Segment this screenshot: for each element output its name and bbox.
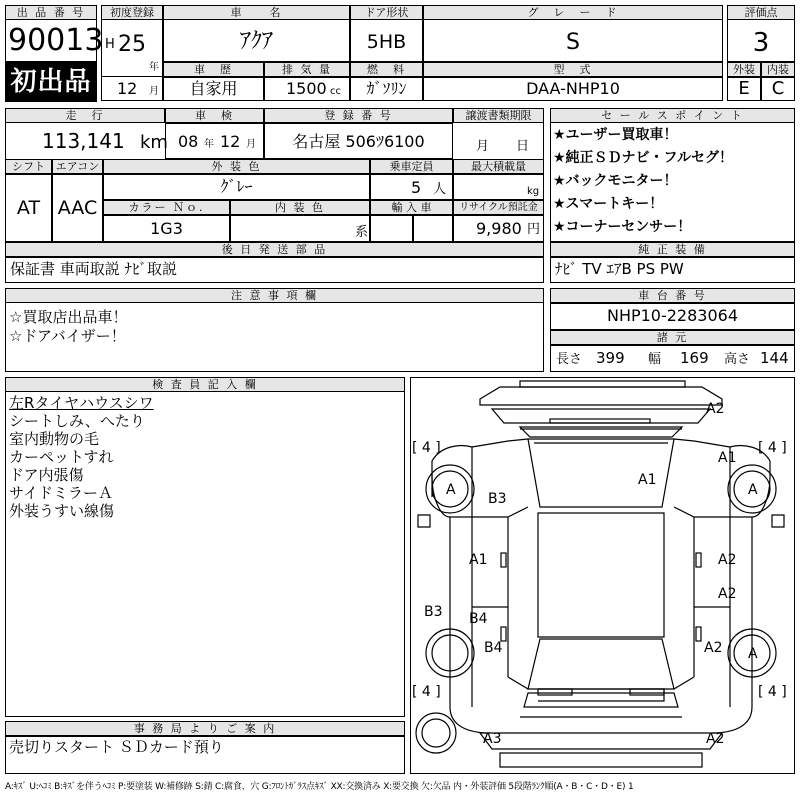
transfer-deadline-label: 譲渡書類期限 bbox=[453, 108, 544, 123]
note-line: ☆買取店出品車！ bbox=[9, 308, 128, 326]
displacement-label: 排 気 量 bbox=[264, 62, 350, 77]
length: 399 bbox=[596, 349, 625, 367]
color-number: 1G3 bbox=[150, 219, 183, 238]
grade-label: グ レ ー ド bbox=[423, 5, 723, 20]
car-diagram bbox=[410, 377, 795, 774]
notes-label: 注 意 事 項 欄 bbox=[5, 288, 544, 303]
door-type: 5HB bbox=[366, 31, 407, 53]
interior-color-suffix: 系 bbox=[355, 225, 369, 240]
import-box-2 bbox=[413, 215, 453, 242]
damage-mark: B3 bbox=[424, 604, 443, 620]
damage-mark: A2 bbox=[706, 401, 725, 417]
office-note: 売切りスタート ＳＤカード預り bbox=[9, 738, 224, 756]
color: ｸﾞﾚｰ bbox=[220, 177, 253, 196]
damage-mark: A2 bbox=[718, 552, 737, 568]
damage-mark: A1 bbox=[718, 450, 737, 466]
recycle-fee: 9,980 bbox=[476, 219, 522, 238]
fuel: ｶﾞｿﾘﾝ bbox=[366, 79, 407, 98]
registration-number: 名古屋 506ﾂ6100 bbox=[292, 132, 425, 151]
mileage: 113,141 bbox=[42, 129, 125, 153]
capacity: 5 bbox=[411, 178, 422, 197]
inspection-month: 12 bbox=[220, 132, 241, 151]
inspector-line: 左Rタイヤハウスシワ bbox=[9, 394, 154, 412]
year-unit: 年 bbox=[149, 62, 159, 73]
color-number-label: カラー Ｎｏ. bbox=[103, 200, 230, 215]
damage-mark: A1 bbox=[469, 552, 488, 568]
later-parts: 保証書 車両取説 ﾅﾋﾞ取説 bbox=[10, 260, 178, 278]
grade: S bbox=[566, 30, 580, 55]
color-label: 外 装 色 bbox=[103, 159, 370, 174]
sales-point: ★純正ＳＤナビ・フルセグ！ bbox=[553, 150, 733, 166]
exterior-grade: E bbox=[738, 78, 750, 99]
sales-point: ★コーナーセンサー！ bbox=[553, 219, 692, 235]
damage-mark: A2 bbox=[718, 586, 737, 602]
inspector-line: シートしみ、へたり bbox=[9, 412, 145, 430]
aircon: AAC bbox=[57, 197, 98, 219]
height: 144 bbox=[760, 349, 789, 367]
cc-unit: cc bbox=[330, 86, 341, 97]
inspection-month-unit: 月 bbox=[246, 139, 256, 150]
tire-depth: [ 4 ] bbox=[412, 684, 441, 700]
height-label: 高さ bbox=[724, 352, 751, 367]
later-parts-label: 後 日 発 送 部 品 bbox=[5, 242, 544, 257]
transfer-month-unit: 月 bbox=[476, 139, 490, 154]
shift-label: シフト bbox=[5, 159, 52, 174]
score: 3 bbox=[752, 28, 770, 58]
model-label: 型 式 bbox=[423, 62, 723, 77]
aircon-label: エアコン bbox=[52, 159, 103, 174]
sales-points-label: セ ー ル ス ポ イ ン ト bbox=[550, 108, 795, 123]
history: 自家用 bbox=[189, 79, 238, 98]
length-label: 長さ bbox=[556, 352, 583, 367]
registration-year: 25 bbox=[118, 32, 146, 57]
inspector-line: カーペットすれ bbox=[9, 448, 114, 466]
inspector-line: 室内動物の毛 bbox=[9, 430, 100, 448]
import-label: 輸 入 車 bbox=[370, 200, 453, 215]
damage-mark: B3 bbox=[488, 491, 507, 507]
registration-month: 12 bbox=[117, 79, 138, 98]
inspector-label: 検 査 員 記 入 欄 bbox=[5, 377, 405, 392]
chassis-label: 車 台 番 号 bbox=[550, 288, 795, 303]
damage-mark: B4 bbox=[469, 611, 488, 627]
yen-unit: 円 bbox=[527, 222, 541, 237]
fuel-label: 燃 料 bbox=[350, 62, 423, 77]
damage-mark: A3 bbox=[483, 731, 502, 747]
exterior-label: 外装 bbox=[727, 62, 761, 77]
sales-point: ★バックモニター！ bbox=[553, 173, 678, 189]
displacement: 1500 bbox=[286, 79, 327, 98]
car-name-label: 車 名 bbox=[163, 5, 350, 20]
max-load-label: 最大積載量 bbox=[453, 159, 544, 174]
km-unit: km bbox=[140, 132, 168, 153]
width-label: 幅 bbox=[648, 352, 662, 367]
damage-mark: A2 bbox=[704, 640, 723, 656]
history-label: 車 歴 bbox=[163, 62, 264, 77]
registration-number-label: 登 録 番 号 bbox=[264, 108, 453, 123]
lot-number: 90013 bbox=[8, 23, 104, 58]
transfer-day-unit: 日 bbox=[516, 139, 530, 154]
genuine-equipment-label: 純 正 装 備 bbox=[550, 242, 795, 257]
interior-grade: C bbox=[771, 78, 785, 99]
damage-mark: B4 bbox=[484, 640, 503, 656]
score-label: 評価点 bbox=[727, 5, 795, 20]
first-registration-label: 初度登録 bbox=[101, 5, 163, 20]
office-label: 事 務 局 よ り ご 案 内 bbox=[5, 721, 405, 736]
inspector-line: 外装うすい線傷 bbox=[9, 502, 115, 520]
mileage-label: 走 行 bbox=[5, 108, 165, 123]
shift: AT bbox=[16, 197, 41, 219]
tire-depth: [ 4 ] bbox=[412, 440, 441, 456]
car-name: ｱｸｱ bbox=[239, 29, 273, 54]
capacity-unit: 人 bbox=[433, 182, 447, 197]
damage-mark: A2 bbox=[706, 731, 725, 747]
legend: A:ｷｽﾞ U:ﾍｺﾐ B:ｷｽﾞを伴うﾍｺﾐ P:要塗装 W:補修跡 S:錆 C:腐食、穴 G:ﾌﾛﾝﾄｶﾞﾗｽ点ｷｽﾞ XX:交換済み X:要交換 欠:欠品 内・外装評価 5段階ﾗﾝｸ順(A・B・C・D・E) 1 bbox=[5, 782, 634, 792]
tire-mark: A bbox=[748, 646, 758, 662]
sales-point: ★ユーザー買取車！ bbox=[553, 127, 678, 143]
inspector-line: ドア内張傷 bbox=[9, 466, 84, 484]
era: H bbox=[105, 37, 115, 52]
door-type-label: ドア形状 bbox=[350, 5, 423, 20]
capacity-label: 乗車定員 bbox=[370, 159, 453, 174]
genuine-equipment: ﾅﾋﾞ TV ｴｱB PS PW bbox=[555, 260, 684, 278]
inspection-year: 08 bbox=[178, 132, 199, 151]
first-listing-badge: 初出品 bbox=[5, 62, 97, 102]
divider bbox=[101, 76, 163, 77]
month-unit: 月 bbox=[149, 86, 159, 97]
lot-number-label: 出 品 番 号 bbox=[5, 5, 97, 20]
width: 169 bbox=[680, 349, 709, 367]
note-line: ☆ドアバイザー！ bbox=[9, 327, 126, 345]
tire-mark: A bbox=[446, 482, 456, 498]
tire-mark: A bbox=[748, 482, 758, 498]
dimensions-box bbox=[550, 345, 795, 372]
inspection-year-unit: 年 bbox=[204, 139, 214, 150]
model: DAA-NHP10 bbox=[526, 79, 620, 98]
dimensions-label: 諸 元 bbox=[550, 330, 795, 345]
import-box bbox=[370, 215, 413, 242]
load-unit: kg bbox=[527, 186, 540, 197]
sales-point: ★スマートキー！ bbox=[553, 196, 664, 212]
tire-depth: [ 4 ] bbox=[758, 440, 787, 456]
interior-label: 内装 bbox=[761, 62, 795, 77]
interior-color-box bbox=[230, 215, 370, 242]
inspection-label: 車 検 bbox=[165, 108, 264, 123]
chassis-number: NHP10-2283064 bbox=[606, 306, 739, 325]
inspector-line: サイドミラーＡ bbox=[9, 484, 113, 502]
damage-mark: A1 bbox=[638, 472, 657, 488]
tire-depth: [ 4 ] bbox=[758, 684, 787, 700]
recycle-label: リサイクル預託金 bbox=[453, 200, 544, 215]
interior-color-label: 内 装 色 bbox=[230, 200, 370, 215]
